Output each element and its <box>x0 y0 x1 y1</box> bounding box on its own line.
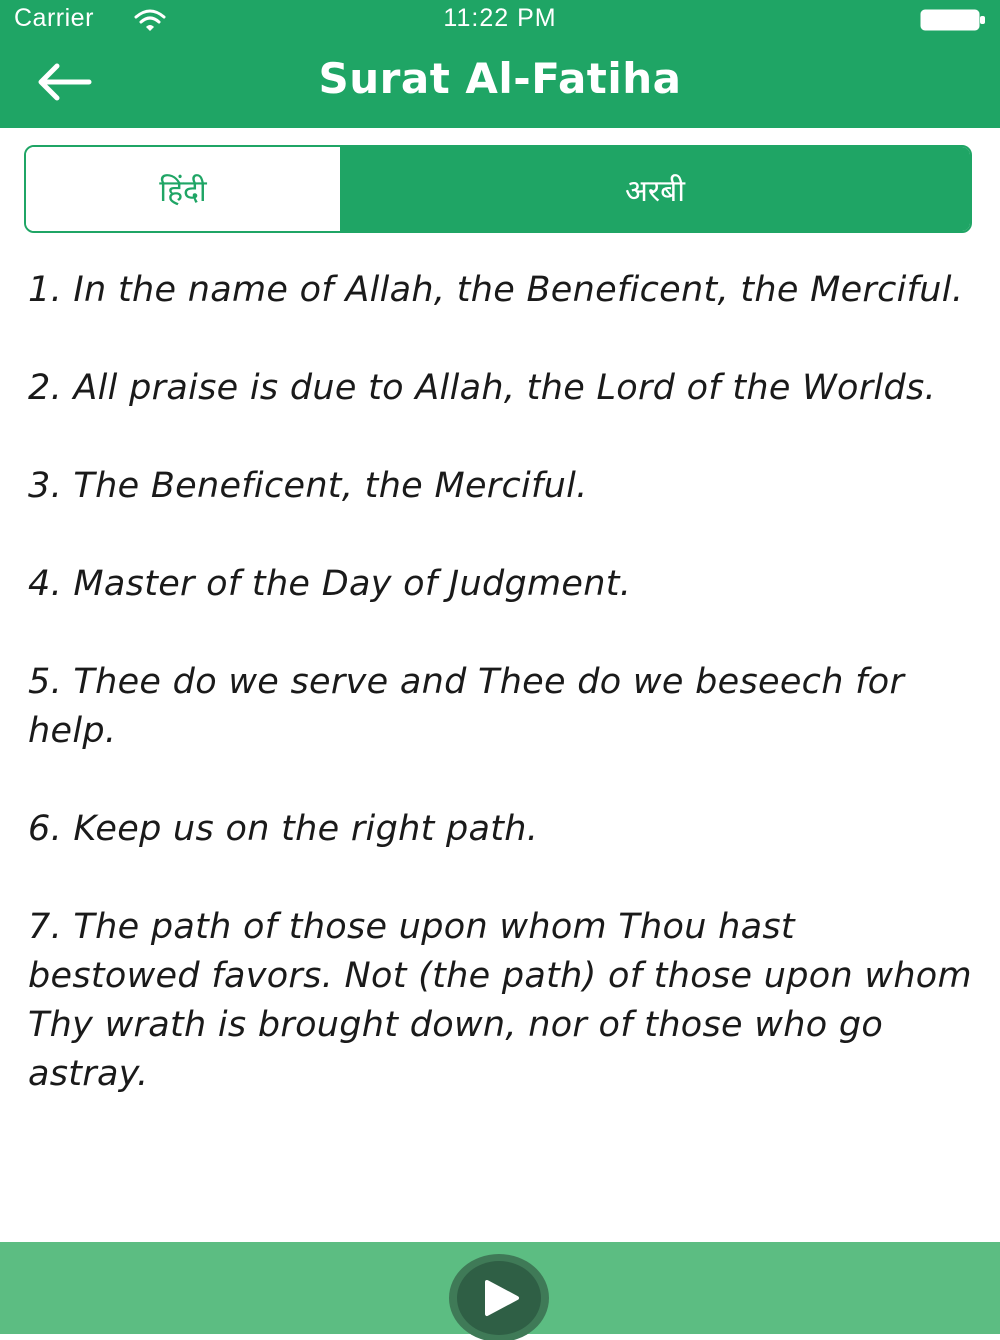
navigation-bar <box>0 40 1000 128</box>
segment-arabic[interactable]: अरबी <box>340 147 970 231</box>
page-title: Surat Al-Fatiha <box>318 54 682 103</box>
carrier-label: Carrier <box>14 4 94 32</box>
audio-footer <box>0 1242 1000 1334</box>
language-segmented-control <box>24 145 972 233</box>
verse-item: 6. Keep us on the right path. <box>28 809 539 849</box>
battery-icon <box>920 9 986 31</box>
verse-item: 3. The Beneficent, the Merciful. <box>28 466 588 506</box>
segment-hindi[interactable]: हिंदी <box>26 147 340 231</box>
status-bar <box>0 0 1000 40</box>
status-time: 11:22 PM <box>443 4 557 32</box>
verse-list <box>28 266 972 1148</box>
verse-item: 1. In the name of Allah, the Beneficent, the Merciful. <box>28 270 964 310</box>
verse-item: 2. All praise is due to Allah, the Lord of the Worlds. <box>28 368 936 408</box>
verse-item: 4. Master of the Day of Judgment. <box>28 564 632 604</box>
app-header <box>0 0 1000 128</box>
verse-item: 5. Thee do we serve and Thee do we beseech for help. <box>28 662 905 751</box>
verse-item: 7. The path of those upon whom Thou hast bestowed favors. Not (the path) of those upon whom Thy wrath is brought down, nor of those who go astray. <box>28 907 972 1094</box>
play-button[interactable] <box>447 1252 551 1340</box>
